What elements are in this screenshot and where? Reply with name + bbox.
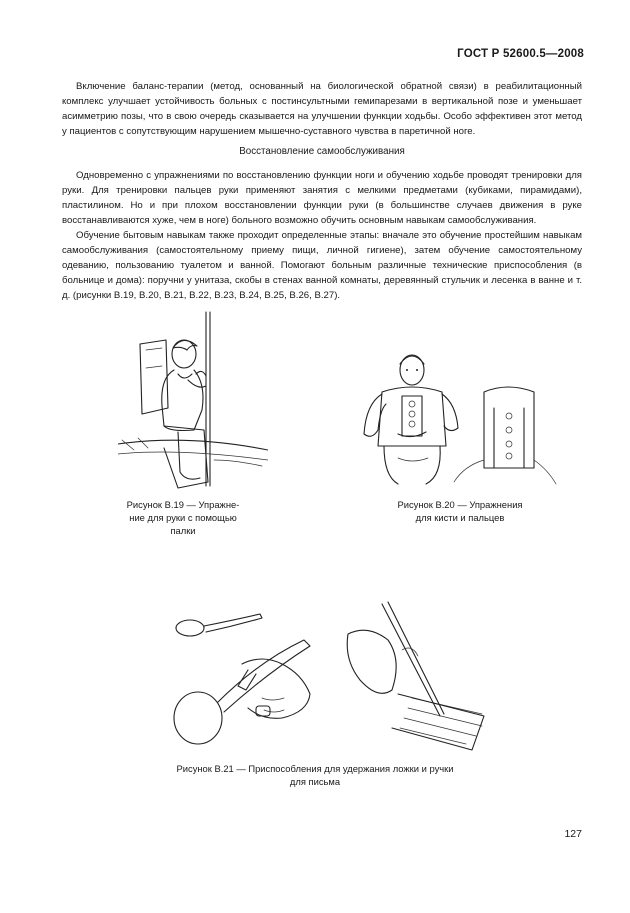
caption-line: для письма [289,776,341,787]
figure-b21-caption [150,762,480,788]
caption-line: ние для руки с помощью [129,512,237,523]
caption-line: Рисунок В.19 — Упражне- [126,499,240,510]
figure-b19-caption [98,498,268,537]
patient-with-stick-illustration [118,308,268,493]
spoon-and-pen-holder-illustration [172,598,492,758]
caption-line: Рисунок В.20 — Упражнения [397,499,523,510]
figure-b20-illustration [358,348,558,488]
caption-line: палки [170,525,196,536]
document-code: ГОСТ Р 52600.5—2008 [457,48,584,60]
paragraph-text: Включение баланс-терапии (метод, основанный на биологической обратной связи) в реабилитационный комплекс улучшает устойчивость больных с постинсультными гемипарезами в вертикальной позе и уменьшает асимметрию позы, что в свою очередь сказывается на улучшении функции ходьбы. Особо эффективен этот метод у пациентов с сопутствующим нарушением мышечно-суставного чувства в паретичной ноге. [62,81,582,137]
buttons-vest-illustration [358,348,558,488]
section-title: Восстановление самообслуживания [239,146,405,157]
figure-b19-illustration [118,308,268,493]
caption-line: для кисти и пальцев [415,512,505,523]
paragraph-text: Одновременно с упражнениями по восстановлению функции ноги и обучению ходьбе проводят тренировки для руки. Для тренировки пальцев руки применяют занятия с мелкими предметами (кубиками, пирамидами), пластилином. Но и при плохом восстановлении функции руки (в большинстве случаев движения в руке восстанавливаются хуже, чем в ноге) больного возможно обучить основным навыкам самообслуживания. [62,170,582,226]
figure-b21-illustration [172,598,492,758]
figure-b20-caption [360,498,560,524]
paragraph-text: Обучение бытовым навыкам также проходит определенные этапы: вначале это обучение простейшим навыкам самообслуживания (самостоятельному приему пищи, личной гигиене), затем обучение самостоятельному одеванию, пользованию туалетом и ванной. Помогают больным различные технические приспособления (в больнице и дома): поручни у унитаза, скобы в стенах ванной комнаты, деревянный стульчик и лесенка в ванне и т. д. (рисунки В.19, В.20, В.21, В.22, В.23, В.24, В.25, В.26, В.27). [62,230,582,301]
caption-line: Рисунок В.21 — Приспособления для удержания ложки и ручки [176,763,454,774]
page-number: 127 [564,828,582,840]
body-paragraphs [62,168,582,303]
intro-paragraph [62,79,582,139]
